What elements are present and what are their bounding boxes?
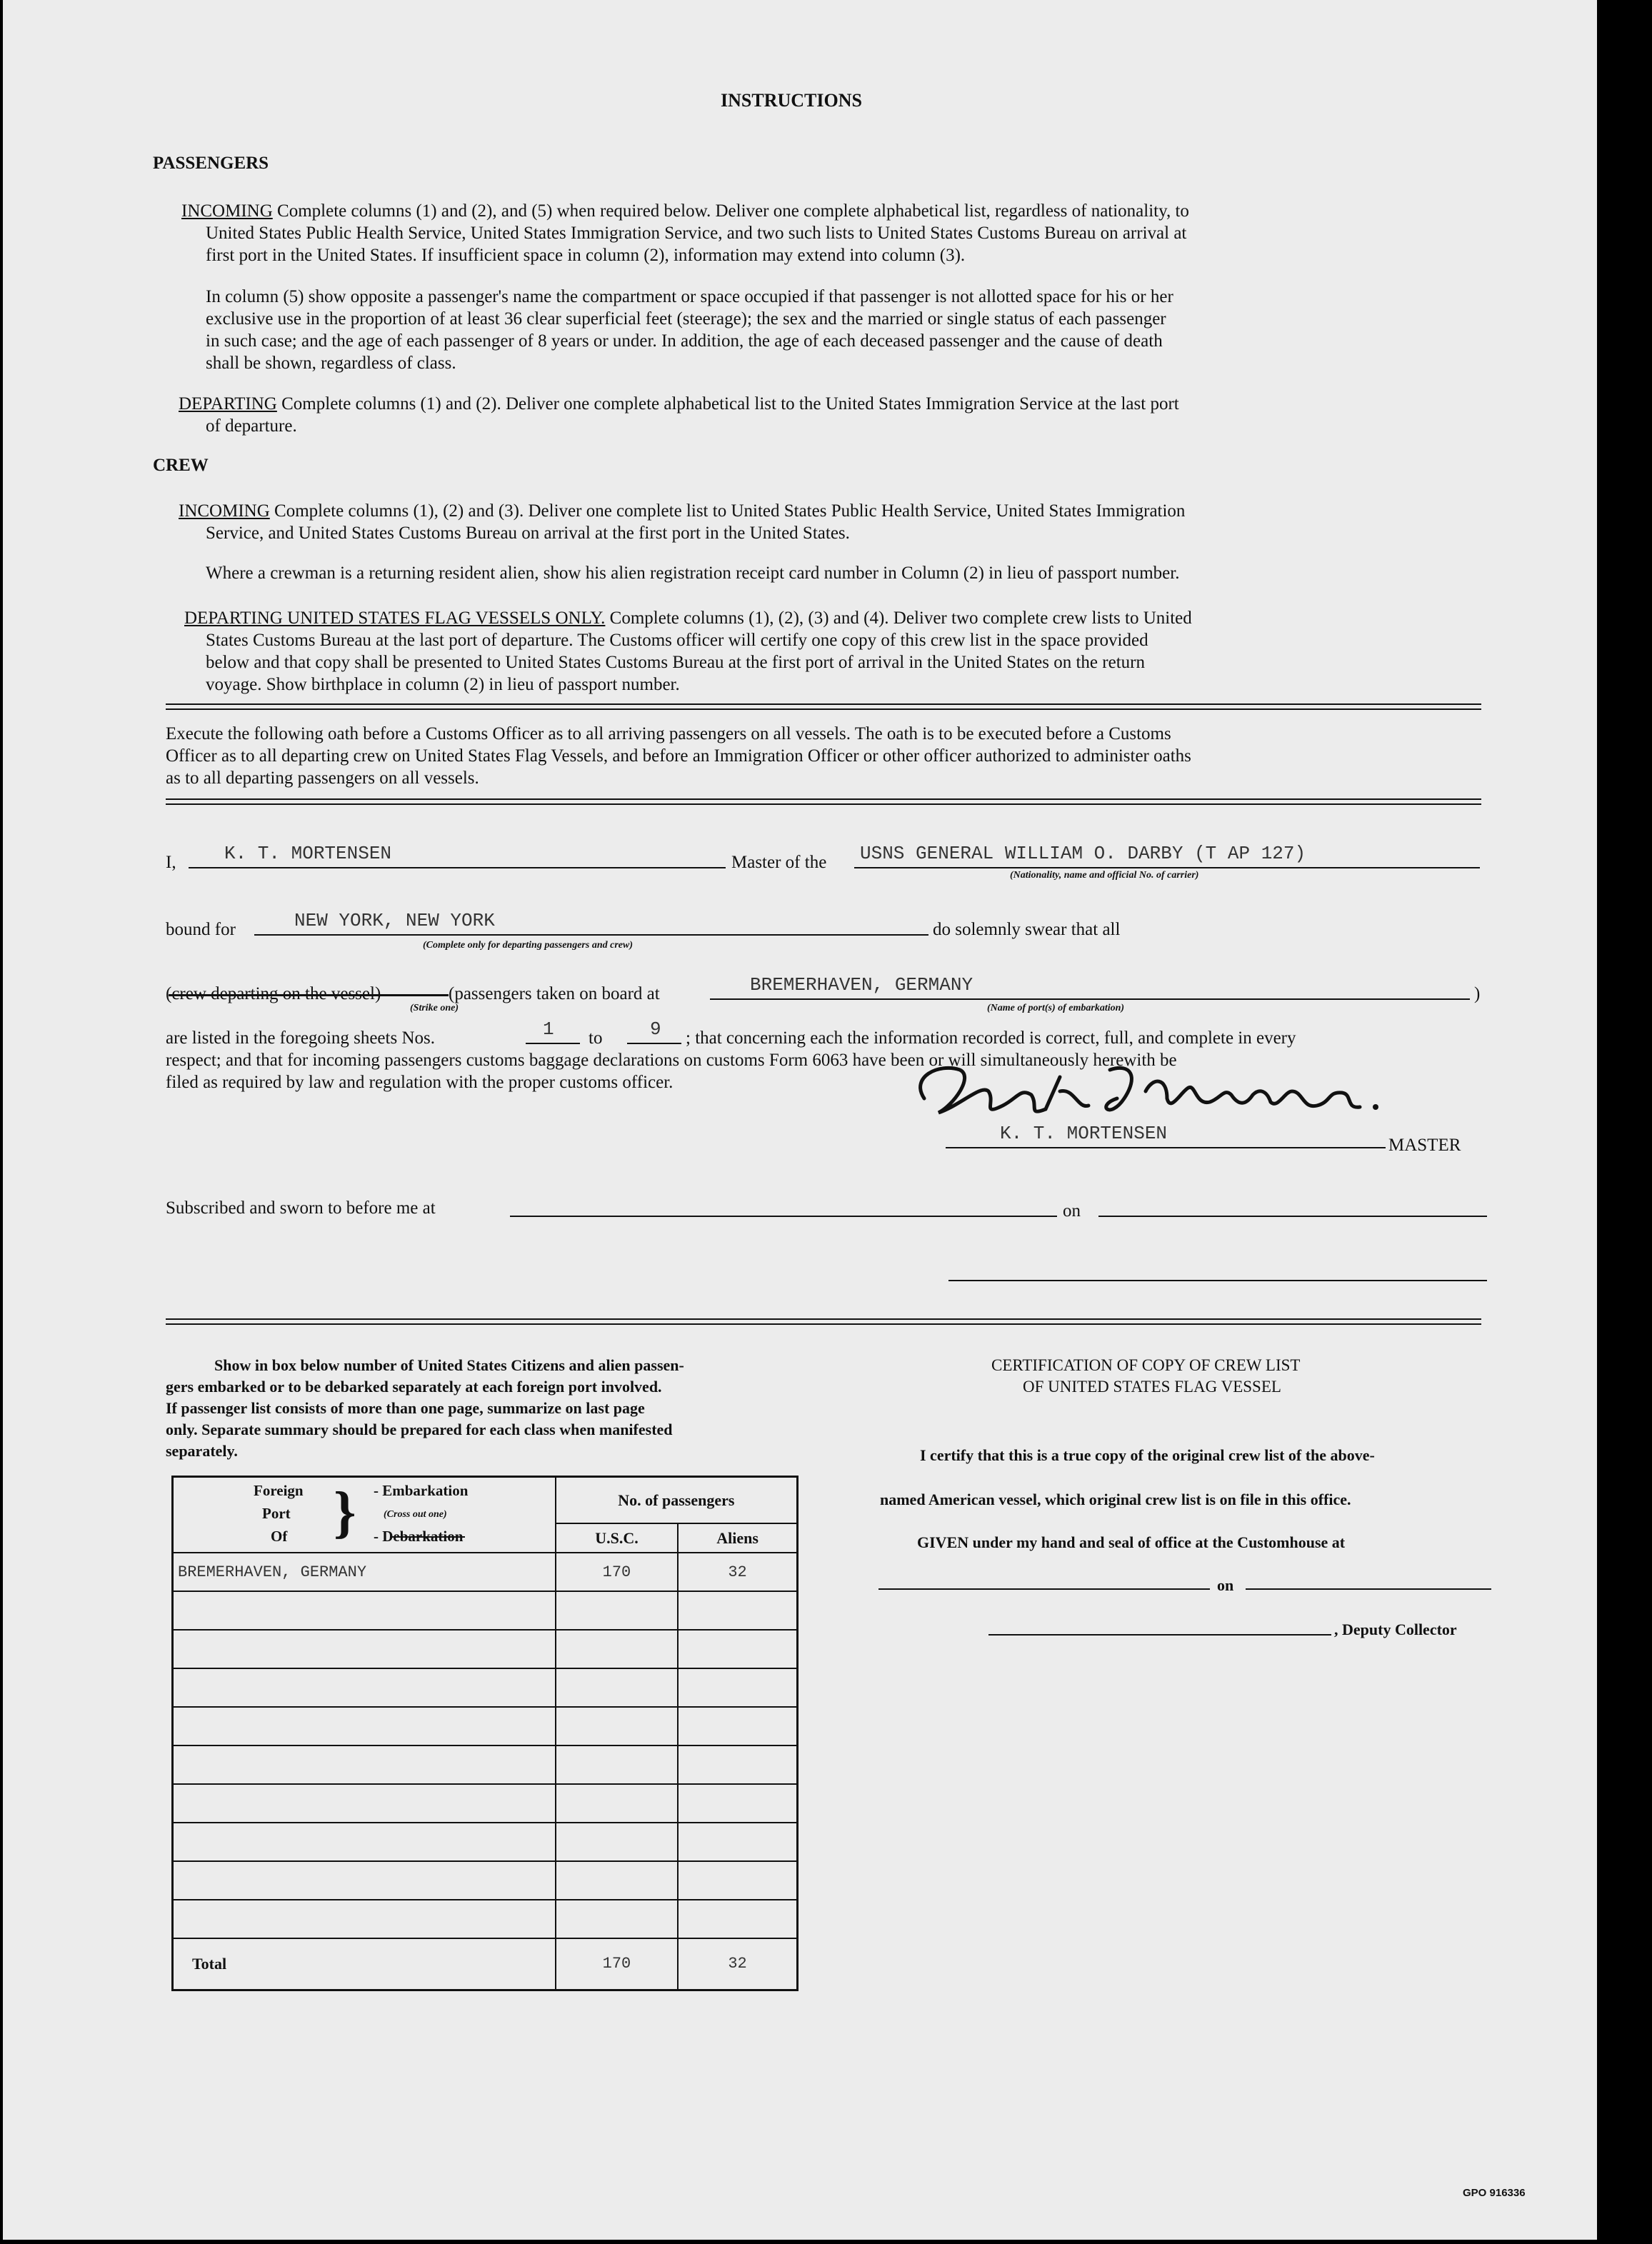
table-row xyxy=(173,1630,798,1668)
crew-flag-text-1: Complete columns (1), (2), (3) and (4). Deliver two complete crew lists to United xyxy=(609,608,1192,628)
table-row xyxy=(173,1745,798,1784)
total-usc-cell[interactable]: 170 xyxy=(556,1938,678,1990)
strike-caption: (Strike one) xyxy=(410,1003,459,1013)
listed-text-a: are listed in the foregoing sheets Nos. xyxy=(166,1028,435,1048)
summary-instr-4: only. Separate summary should be prepared for each class when manifested xyxy=(166,1421,673,1438)
passengers-incoming-text-2: United States Public Health Service, United States Immigration Service, and two such lists to United States Customs Bureau on arrival at xyxy=(206,224,1187,243)
aliens-cell[interactable] xyxy=(678,1630,797,1668)
passengers-incoming-label: INCOMING xyxy=(181,201,273,221)
vessel-field[interactable]: USNS GENERAL WILLIAM O. DARBY (T AP 127) xyxy=(860,843,1306,864)
subscribed-place-field[interactable] xyxy=(510,1216,1057,1217)
port-cell[interactable] xyxy=(173,1591,556,1630)
table-row xyxy=(173,1707,798,1745)
port-cell[interactable] xyxy=(173,1668,556,1707)
to-label: to xyxy=(589,1028,603,1048)
table-row xyxy=(173,1861,798,1900)
cross-out-note: (Cross out one) xyxy=(384,1509,447,1520)
aliens-cell[interactable] xyxy=(678,1900,797,1938)
certification-title-2: OF UNITED STATES FLAG VESSEL xyxy=(1023,1378,1281,1396)
master-of-label: Master of the xyxy=(731,853,827,872)
brace-icon: } xyxy=(334,1481,356,1544)
divider xyxy=(166,798,1481,805)
usc-cell[interactable] xyxy=(556,1630,678,1668)
signature-name-field[interactable]: K. T. MORTENSEN xyxy=(1000,1123,1168,1144)
usc-cell[interactable] xyxy=(556,1900,678,1938)
port-cell[interactable] xyxy=(173,1900,556,1938)
vessel-caption: (Nationality, name and official No. of carrier) xyxy=(1010,870,1199,881)
port-label: Port xyxy=(262,1505,291,1522)
aliens-header: Aliens xyxy=(678,1523,797,1553)
master-name-field[interactable]: K. T. MORTENSEN xyxy=(224,843,392,864)
crew-incoming-text-1: Complete columns (1), (2) and (3). Deliver one complete list to United States Public Health Service, United States Immigration xyxy=(274,501,1186,521)
aliens-cell[interactable] xyxy=(678,1668,797,1707)
aliens-cell[interactable] xyxy=(678,1861,797,1900)
port-cell[interactable] xyxy=(173,1707,556,1745)
port-cell[interactable] xyxy=(173,1823,556,1861)
column5-text-2: exclusive use in the proportion of at least 36 clear superficial feet (steerage); the sex and the married or single status of each passenger xyxy=(206,309,1166,329)
field-underline xyxy=(189,867,726,868)
certification-date-field[interactable] xyxy=(1246,1588,1491,1590)
crew-flag-text-2: States Customs Bureau at the last port of departure. The Customs officer will certify one copy of this crew list in the space provided xyxy=(206,631,1148,650)
divider xyxy=(166,1318,1481,1325)
field-underline xyxy=(854,867,1480,868)
passengers-text: (passengers taken on board at xyxy=(449,984,660,1003)
table-row xyxy=(173,1900,798,1938)
crew-struck-text: (crew departing on the vessel) xyxy=(166,984,381,1003)
field-underline xyxy=(946,1147,1386,1148)
aliens-cell[interactable] xyxy=(678,1745,797,1784)
oath-intro-3: as to all departing passengers on all vessels. xyxy=(166,768,479,788)
passengers-incoming-text-3: first port in the United States. If insufficient space in column (2), information may extend into column (3). xyxy=(206,246,966,265)
subscribed-on-label: on xyxy=(1063,1201,1081,1221)
port-cell[interactable]: BREMERHAVEN, GERMANY xyxy=(173,1553,556,1591)
aliens-cell[interactable] xyxy=(678,1784,797,1823)
usc-cell[interactable] xyxy=(556,1823,678,1861)
port-cell[interactable] xyxy=(173,1630,556,1668)
form-page xyxy=(3,0,1597,2240)
usc-cell[interactable] xyxy=(556,1784,678,1823)
subscribed-date-field[interactable] xyxy=(1098,1216,1487,1217)
table-row xyxy=(173,1823,798,1861)
no-passengers-header: No. of passengers xyxy=(556,1477,798,1524)
column5-text-1: In column (5) show opposite a passenger's name the compartment or space occupied if that passenger is not allotted space for his or her xyxy=(206,287,1173,306)
bound-caption: (Complete only for departing passengers and crew) xyxy=(423,940,633,951)
deputy-collector-label: , Deputy Collector xyxy=(1334,1621,1457,1638)
aliens-cell[interactable] xyxy=(678,1591,797,1630)
crew-alien-text: Where a crewman is a returning resident alien, show his alien registration receipt card number in Column (2) in lieu of passport number. xyxy=(206,563,1180,583)
certification-text-1: I certify that this is a true copy of the original crew list of the above- xyxy=(920,1446,1375,1464)
listed-text-b: ; that concerning each the information recorded is correct, full, and complete in every xyxy=(686,1028,1296,1048)
gpo-code: GPO 916336 xyxy=(1463,2187,1526,2199)
page-title: INSTRUCTIONS xyxy=(721,90,862,111)
passenger-summary-table xyxy=(171,1476,799,1991)
table-row xyxy=(173,1553,798,1591)
usc-cell[interactable] xyxy=(556,1668,678,1707)
total-row xyxy=(173,1938,798,1990)
crew-incoming-text-2: Service, and United States Customs Bureau on arrival at the first port in the United States. xyxy=(206,524,850,543)
field-underline xyxy=(627,1043,681,1044)
of-label: Of xyxy=(271,1528,288,1545)
usc-cell[interactable] xyxy=(556,1745,678,1784)
swear-text: do solemnly swear that all xyxy=(933,920,1121,939)
debarkation-label: - Debarkation xyxy=(374,1528,464,1545)
sheet-from-field[interactable]: 1 xyxy=(543,1018,554,1040)
embarkation-label: - Embarkation xyxy=(374,1482,469,1499)
table-row xyxy=(173,1591,798,1630)
master-label: MASTER xyxy=(1388,1136,1461,1155)
certification-title-1: CERTIFICATION OF COPY OF CREW LIST xyxy=(991,1356,1301,1374)
table-row xyxy=(173,1668,798,1707)
bound-for-field[interactable]: NEW YORK, NEW YORK xyxy=(294,910,495,931)
crew-incoming-label: INCOMING xyxy=(179,501,270,521)
divider xyxy=(166,703,1481,710)
certification-text-2: named American vessel, which original crew list is on file in this office. xyxy=(880,1491,1351,1508)
column5-text-4: shall be shown, regardless of class. xyxy=(206,354,456,373)
strike-through xyxy=(169,994,449,996)
passengers-departing-label: DEPARTING xyxy=(179,394,277,414)
certification-on-label: on xyxy=(1217,1576,1234,1594)
usc-cell[interactable] xyxy=(556,1707,678,1745)
oath-i-label: I, xyxy=(166,853,176,872)
oath-intro-2: Officer as to all departing crew on United States Flag Vessels, and before an Immigration Officer or other officer authorized to administer oaths xyxy=(166,746,1191,766)
usc-header: U.S.C. xyxy=(556,1523,678,1553)
summary-instr-3: If passenger list consists of more than one page, summarize on last page xyxy=(166,1399,645,1417)
usc-cell[interactable]: 170 xyxy=(556,1553,678,1591)
bound-for-label: bound for xyxy=(166,920,236,939)
aliens-cell[interactable]: 32 xyxy=(678,1553,797,1591)
total-label: Total xyxy=(173,1938,556,1990)
deputy-collector-signature-field[interactable] xyxy=(988,1634,1331,1636)
subscribed-label: Subscribed and sworn to before me at xyxy=(166,1198,436,1218)
master-signature xyxy=(896,1048,1388,1134)
aliens-cell[interactable] xyxy=(678,1707,797,1745)
field-underline xyxy=(710,998,1470,1000)
port-caption: (Name of port(s) of embarkation) xyxy=(987,1003,1125,1013)
port-cell[interactable] xyxy=(173,1784,556,1823)
crew-heading: CREW xyxy=(153,456,209,475)
crew-flag-text-3: below and that copy shall be presented to United States Customs Bureau at the first port of arrival in the United States on the return xyxy=(206,653,1145,672)
crew-flag-label: DEPARTING UNITED STATES FLAG VESSELS ONLY. xyxy=(184,608,606,628)
foreign-label: Foreign xyxy=(254,1482,304,1499)
respect-line: respect; and that for incoming passengers customs baggage declarations on customs Form 6063 have been or will simultaneously herewith be xyxy=(166,1051,1177,1070)
customhouse-field[interactable] xyxy=(878,1588,1210,1590)
field-underline xyxy=(526,1043,580,1044)
table-row xyxy=(173,1784,798,1823)
port-header-cell xyxy=(173,1477,556,1553)
close-paren: ) xyxy=(1474,984,1481,1003)
crew-flag-text-4: voyage. Show birthplace in column (2) in lieu of passport number. xyxy=(206,675,680,694)
aliens-cell[interactable] xyxy=(678,1823,797,1861)
strike-through xyxy=(391,1536,465,1538)
field-underline xyxy=(254,934,928,936)
passengers-heading: PASSENGERS xyxy=(153,154,269,173)
port-cell[interactable] xyxy=(173,1861,556,1900)
certification-text-3: GIVEN under my hand and seal of office at the Customhouse at xyxy=(917,1533,1346,1551)
sheet-to-field[interactable]: 9 xyxy=(650,1018,661,1040)
embark-port-field[interactable]: BREMERHAVEN, GERMANY xyxy=(750,974,973,996)
summary-instr-5: separately. xyxy=(166,1442,238,1460)
passengers-departing-text-2: of departure. xyxy=(206,416,297,436)
summary-instr-2: gers embarked or to be debarked separately at each foreign port involved. xyxy=(166,1378,662,1396)
passengers-incoming-text-1: Complete columns (1) and (2), and (5) when required below. Deliver one complete alphabetical list, regardless of nationality, to xyxy=(277,201,1189,221)
usc-cell[interactable] xyxy=(556,1591,678,1630)
filed-line: filed as required by law and regulation with the proper customs officer. xyxy=(166,1073,674,1092)
passengers-departing-text-1: Complete columns (1) and (2). Deliver one complete alphabetical list to the United States Immigration Service at the last port xyxy=(281,394,1179,414)
port-cell[interactable] xyxy=(173,1745,556,1784)
column5-text-3: in such case; and the age of each passenger of 8 years or under. In addition, the age of each deceased passenger and the cause of death xyxy=(206,331,1163,351)
usc-cell[interactable] xyxy=(556,1861,678,1900)
officer-signature-field[interactable] xyxy=(948,1280,1487,1281)
total-aliens-cell[interactable]: 32 xyxy=(678,1938,797,1990)
summary-instr-1: Show in box below number of United States Citizens and alien passen- xyxy=(214,1356,684,1374)
oath-intro-1: Execute the following oath before a Customs Officer as to all arriving passengers on all vessels. The oath is to be executed before a Customs xyxy=(166,724,1171,743)
